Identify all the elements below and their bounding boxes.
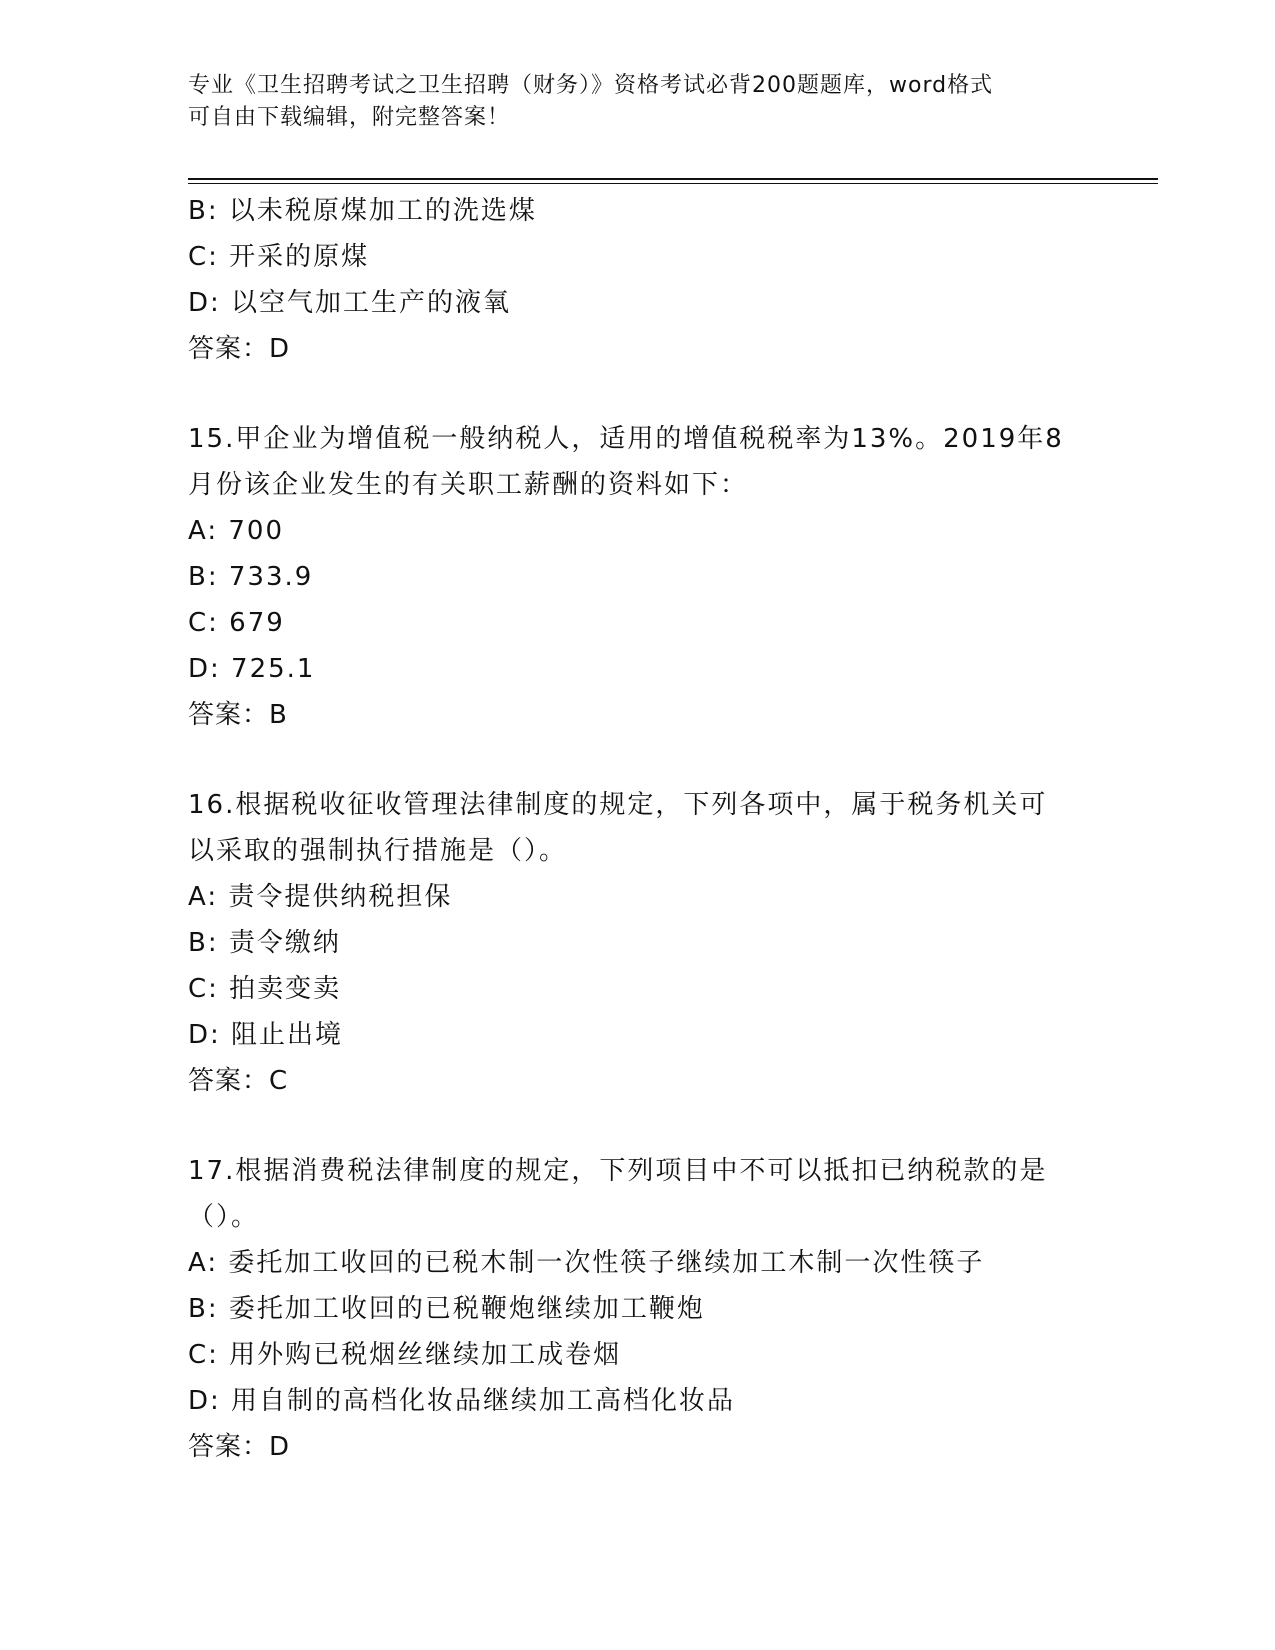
option-a: A: 委托加工收回的已税木制一次性筷子继续加工木制一次性筷子 bbox=[188, 1248, 985, 1278]
answer-label: 答案：D bbox=[188, 334, 291, 364]
header-divider-thin bbox=[188, 183, 1158, 184]
question-stem-line: （）。 bbox=[188, 1202, 260, 1232]
option-d: D: 阻止出境 bbox=[188, 1020, 344, 1050]
option-d: D: 用自制的高档化妆品继续加工高档化妆品 bbox=[188, 1386, 736, 1416]
question-stem-line: 以采取的强制执行措施是（）。 bbox=[188, 836, 568, 866]
option-c: C: 用外购已税烟丝继续加工成卷烟 bbox=[188, 1340, 622, 1370]
question-block-14 bbox=[188, 188, 1088, 372]
option-b: B: 以未税原煤加工的洗选煤 bbox=[188, 196, 537, 226]
question-block-15 bbox=[188, 416, 1088, 738]
answer-label: 答案：B bbox=[188, 700, 288, 730]
question-list bbox=[188, 188, 1088, 1470]
header-line-2: 可自由下载编辑，附完整答案！ bbox=[188, 105, 511, 130]
option-b: B: 责令缴纳 bbox=[188, 928, 341, 958]
option-c: C: 拍卖变卖 bbox=[188, 974, 342, 1004]
header-line-1: 专业《卫生招聘考试之卫生招聘（财务）》资格考试必背200题题库，word格式 bbox=[188, 73, 994, 98]
option-b: B: 委托加工收回的已税鞭炮继续加工鞭炮 bbox=[188, 1294, 705, 1324]
option-d: D: 以空气加工生产的液氧 bbox=[188, 288, 512, 318]
question-stem-line: 月份该企业发生的有关职工薪酬的资料如下： bbox=[188, 470, 749, 500]
option-a: A: 700 bbox=[188, 516, 284, 546]
option-c: C: 679 bbox=[188, 608, 285, 638]
document-header bbox=[188, 70, 1088, 134]
question-stem-line: 17.根据消费税法律制度的规定，下列项目中不可以抵扣已纳税款的是 bbox=[188, 1156, 1048, 1186]
option-c: C: 开采的原煤 bbox=[188, 242, 370, 272]
answer-label: 答案：D bbox=[188, 1432, 291, 1462]
header-divider-thick bbox=[188, 178, 1158, 180]
question-stem-line: 15.甲企业为增值税一般纳税人，适用的增值税税率为13%。2019年8 bbox=[188, 424, 1064, 454]
question-stem-line: 16.根据税收征收管理法律制度的规定，下列各项中，属于税务机关可 bbox=[188, 790, 1048, 820]
answer-label: 答案：C bbox=[188, 1066, 289, 1096]
option-d: D: 725.1 bbox=[188, 654, 316, 684]
option-a: A: 责令提供纳税担保 bbox=[188, 882, 453, 912]
question-block-17 bbox=[188, 1148, 1088, 1470]
question-block-16 bbox=[188, 782, 1088, 1104]
option-b: B: 733.9 bbox=[188, 562, 314, 592]
